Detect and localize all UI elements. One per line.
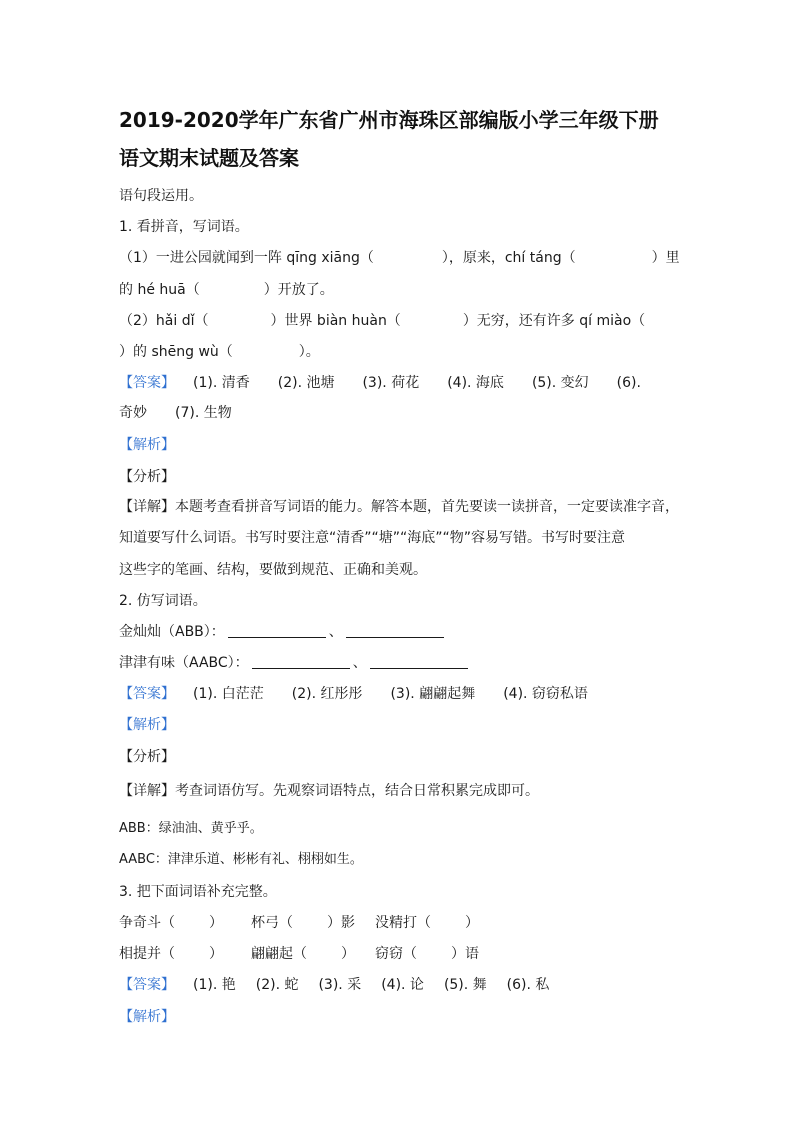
q3-answer-4: (4). 论	[381, 977, 424, 993]
q1-line4	[119, 342, 679, 362]
q1-line4-part-b: ）。	[298, 344, 320, 360]
q1-fenxi-label: 【分析】	[119, 469, 175, 485]
q1-line3-part-b: ）世界 biàn huàn（	[270, 313, 401, 329]
q3-row1-item2-a: 杯弓（	[251, 915, 293, 931]
q1-line1-part-b: ），原来，chí táng（	[441, 250, 576, 266]
q2-aabc-examples: AABC：津津乐道、彬彬有礼、栩栩如生。	[119, 852, 363, 867]
q1-jiexi-label: 【解析】	[119, 437, 175, 453]
q2-answer-line	[119, 684, 679, 704]
q2-line1	[119, 622, 679, 642]
q1-line1	[119, 248, 679, 268]
q3-row1	[119, 913, 679, 933]
q1-answer-5: (5). 变幻	[531, 375, 589, 391]
q3-row2-item2-b: ）	[341, 946, 355, 962]
q1-answer-4: (4). 海底	[447, 375, 504, 391]
q2-line2	[119, 653, 679, 673]
q2-answer-2: (2). 红彤彤	[291, 686, 363, 702]
q2-line1-label: 金灿灿（ABB）：	[119, 624, 225, 640]
q1-heading: 1. 看拼音，写词语。	[119, 219, 249, 235]
section-heading: 语句段运用。	[119, 188, 203, 204]
q3-row1-item1-b: ）	[209, 915, 223, 931]
q2-detail-line	[119, 781, 679, 801]
q2-sep-2: 、	[352, 655, 367, 671]
q2-detail-text: 考查词语仿写。先观察词语特点，结合日常积累完成即可。	[175, 783, 539, 799]
q1-answer-2: (2). 池塘	[277, 375, 335, 391]
answer-label: 【答案】	[119, 977, 175, 993]
answer-label: 【答案】	[119, 375, 175, 391]
q2-blank-1	[228, 623, 326, 638]
q1-line3-part-a: （2）hǎi dǐ（	[119, 313, 209, 329]
q1-detail-line3: 这些字的笔画、结构，要做到规范、正确和美观。	[119, 562, 427, 578]
q3-row1-item1-a: 争奇斗（	[119, 915, 175, 931]
q1-line3	[119, 311, 679, 331]
document-title-line2: 语文期末试题及答案	[119, 146, 299, 170]
detail-label: 【详解】	[119, 783, 175, 799]
q1-answer-1: (1). 清香	[193, 375, 250, 391]
q1-detail-text1: 本题考查看拼音写词语的能力。解答本题，首先要读一读拼音，一定要读准字音，	[175, 499, 679, 515]
q2-blank-3	[252, 654, 350, 669]
q1-line3-part-c: ）无穷，还有许多 qí miào（	[462, 313, 646, 329]
q1-line1-part-c: ）里	[651, 250, 680, 266]
q2-blank-4	[370, 654, 468, 669]
q3-jiexi-label: 【解析】	[119, 1009, 175, 1025]
q1-line2-part-b: ）开放了。	[263, 282, 334, 298]
q2-fenxi-label: 【分析】	[119, 749, 175, 765]
q2-blank-2	[346, 623, 444, 638]
q2-heading: 2. 仿写词语。	[119, 593, 207, 609]
detail-label: 【详解】	[119, 499, 175, 515]
q3-answer-2: (2). 蛇	[255, 977, 299, 993]
q3-row1-item3-a: 没精打（	[375, 915, 431, 931]
q1-detail-line2: 知道要写什么词语。书写时要注意“清香”“塘”“海底”“物”容易写错。书写时要注意	[119, 530, 626, 546]
q2-answer-1: (1). 白茫茫	[193, 686, 264, 702]
q3-answer-6: (6). 私	[506, 977, 550, 993]
q3-row1-item3-b: ）	[465, 915, 479, 931]
q1-answer-line2	[119, 403, 679, 423]
q1-answer-6-prefix: (6).	[616, 375, 641, 391]
q3-row1-item2-b: ）影	[327, 915, 355, 931]
q3-answer-line	[119, 975, 679, 995]
q3-row2-item2-a: 翩翩起（	[251, 946, 307, 962]
q3-row2-item1-a: 相提并（	[119, 946, 175, 962]
q2-answer-4: (4). 窃窃私语	[503, 686, 588, 702]
q2-line2-label: 津津有味（AABC）：	[119, 655, 249, 671]
q1-answer-6-value: 奇妙	[119, 405, 147, 421]
q3-row2-item1-b: ）	[209, 946, 223, 962]
q3-answer-3: (3). 采	[318, 977, 362, 993]
q2-jiexi-label: 【解析】	[119, 717, 175, 733]
q3-answer-5: (5). 舞	[443, 977, 487, 993]
q3-row2-item3-b: ）语	[451, 946, 479, 962]
document-title-line1: 2019-2020学年广东省广州市海珠区部编版小学三年级下册	[119, 108, 659, 132]
q1-line4-part-a: ）的 shēng wù（	[119, 344, 233, 360]
q2-answer-3: (3). 翩翩起舞	[390, 686, 476, 702]
q1-detail-line1	[119, 497, 679, 517]
q3-row2-item3-a: 窃窃（	[375, 946, 417, 962]
answer-label: 【答案】	[119, 686, 175, 702]
q3-row2	[119, 944, 679, 964]
q1-line2-part-a: 的 hé huā（	[119, 282, 200, 298]
q2-sep-1: 、	[328, 624, 343, 640]
q3-answer-1: (1). 艳	[193, 977, 236, 993]
q2-abb-examples: ABB：绿油油、黄乎乎。	[119, 821, 263, 836]
q3-heading: 3. 把下面词语补充完整。	[119, 884, 277, 900]
q1-line2	[119, 280, 679, 300]
q1-answer-line1	[119, 373, 679, 393]
q1-answer-7: (7). 生物	[175, 405, 232, 421]
q1-answer-3: (3). 荷花	[362, 375, 420, 391]
q1-line1-part-a: （1）一进公园就闻到一阵 qīng xiāng（	[119, 250, 374, 266]
